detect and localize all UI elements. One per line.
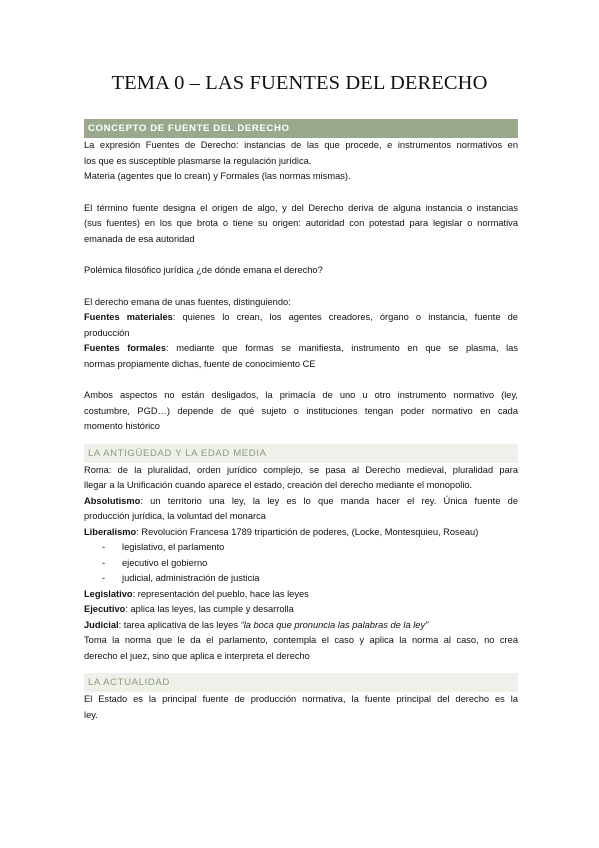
list-item — [84, 556, 518, 572]
definition-text: : representación del pueblo, hace las leyes — [132, 588, 309, 599]
term-absolutismo: Absolutismo — [84, 495, 141, 506]
definition-line — [84, 494, 518, 510]
paragraph-line: Ambos aspectos no están desligados, la primacía de uno u otro instrumento normativo (ley, — [84, 390, 518, 400]
definition-line — [84, 618, 518, 634]
paragraph-line: Polémica filosófico jurídica ¿de dónde emana el derecho? — [84, 265, 323, 275]
definition-text: : quienes lo crean, los agentes creadores, órgano o instancia, fuente de — [172, 312, 518, 322]
term-liberalismo: Liberalismo — [84, 526, 137, 537]
paragraph-line: El Estado es la principal fuente de producción normativa, la fuente principal del derecho es la — [84, 694, 518, 704]
paragraph-line: producción jurídica, la voluntad del monarca — [84, 511, 266, 521]
paragraph-line: llegar a la Unificación cuando aparece el estado, creación del derecho mediante el monopolio. — [84, 480, 473, 490]
bullet-dash: - — [102, 573, 106, 583]
quote-text: “la boca que pronuncia las palabras de la ley” — [240, 619, 429, 630]
paragraph-line: derecho el juez, sino que aplica e interpreta el derecho — [84, 650, 310, 661]
paragraph-line: La expresión Fuentes de Derecho: instancias de las que procede, e instrumentos normativos en — [84, 140, 518, 150]
term-ejecutivo: Ejecutivo — [84, 604, 126, 614]
section-heading-antiguedad: LA ANTIGÜEDAD Y LA EDAD MEDIA — [84, 444, 518, 463]
definition-line — [84, 525, 518, 541]
paragraph-line: El término fuente designa el origen de algo, y del Derecho deriva de alguna instancia o instancias — [84, 202, 518, 213]
bullet-dash: - — [102, 557, 106, 568]
bullet-dash: - — [102, 542, 106, 552]
definition-text: : Revolución Francesa 1789 tripartición de poderes, (Locke, Montesquieu, Roseau) — [136, 526, 479, 537]
section-heading-actualidad: LA ACTUALIDAD — [84, 673, 518, 692]
list-item-text: ejecutivo el gobierno — [122, 557, 208, 568]
definition-line — [84, 341, 518, 357]
document-body — [84, 119, 518, 723]
paragraph-line: Roma: de la pluralidad, orden jurídico complejo, se pasa al Derecho medieval, pluralidad para — [84, 464, 518, 475]
definition-text: : un territorio una ley, la ley es lo que manda hacer el rey. Única fuente de — [140, 495, 518, 506]
term-fuentes-materiales: Fuentes materiales — [84, 312, 173, 322]
paragraph-line: producción — [84, 327, 130, 338]
paragraph-line: Toma la norma que le da el parlamento, contempla el caso y aplica la norma al caso, no crea — [84, 635, 518, 645]
paragraph-line: ley. — [84, 709, 98, 720]
paragraph-line: los que es susceptible plasmarse la regulación jurídica. — [84, 155, 312, 166]
paragraph-line: El derecho emana de unas fuentes, distinguiendo: — [84, 296, 291, 307]
term-judicial: Judicial — [84, 619, 119, 630]
definition-text: : aplica las leyes, las cumple y desarrolla — [125, 604, 294, 614]
list-item-text: judicial, administración de justicia — [122, 573, 260, 583]
paragraph-line: (sus fuentes) en los que brota o tiene su origen: autoridad con potestad para legislar o normativa — [84, 218, 518, 228]
list-item — [84, 571, 518, 587]
paragraph-line: normas propiamente dichas, fuente de conocimiento CE — [84, 358, 316, 369]
paragraph-line: momento histórico — [84, 421, 160, 431]
paragraph-line: emanada de esa autoridad — [84, 233, 195, 244]
list-item-text: legislativo, el parlamento — [122, 542, 225, 552]
definition-line — [84, 587, 518, 603]
paragraph-line: costumbre, PGD…) depende de qué sujeto o instituciones tengan poder normativo en cada — [84, 405, 518, 416]
list-item — [84, 540, 518, 556]
definition-text: : mediante que formas se manifiesta, instrumento en que se plasma, las — [166, 343, 518, 353]
definition-text: : tarea aplicativa de las leyes — [118, 619, 241, 630]
definition-line — [84, 310, 518, 326]
paragraph-line: Materia (agentes que lo crean) y Formales (las normas mismas). — [84, 171, 351, 181]
section-heading-concepto: CONCEPTO DE FUENTE DEL DERECHO — [84, 119, 518, 138]
term-fuentes-formales: Fuentes formales — [84, 343, 167, 353]
term-legislativo: Legislativo — [84, 588, 133, 599]
page-title: TEMA 0 – LAS FUENTES DEL DERECHO — [111, 72, 488, 94]
definition-line — [84, 602, 518, 618]
